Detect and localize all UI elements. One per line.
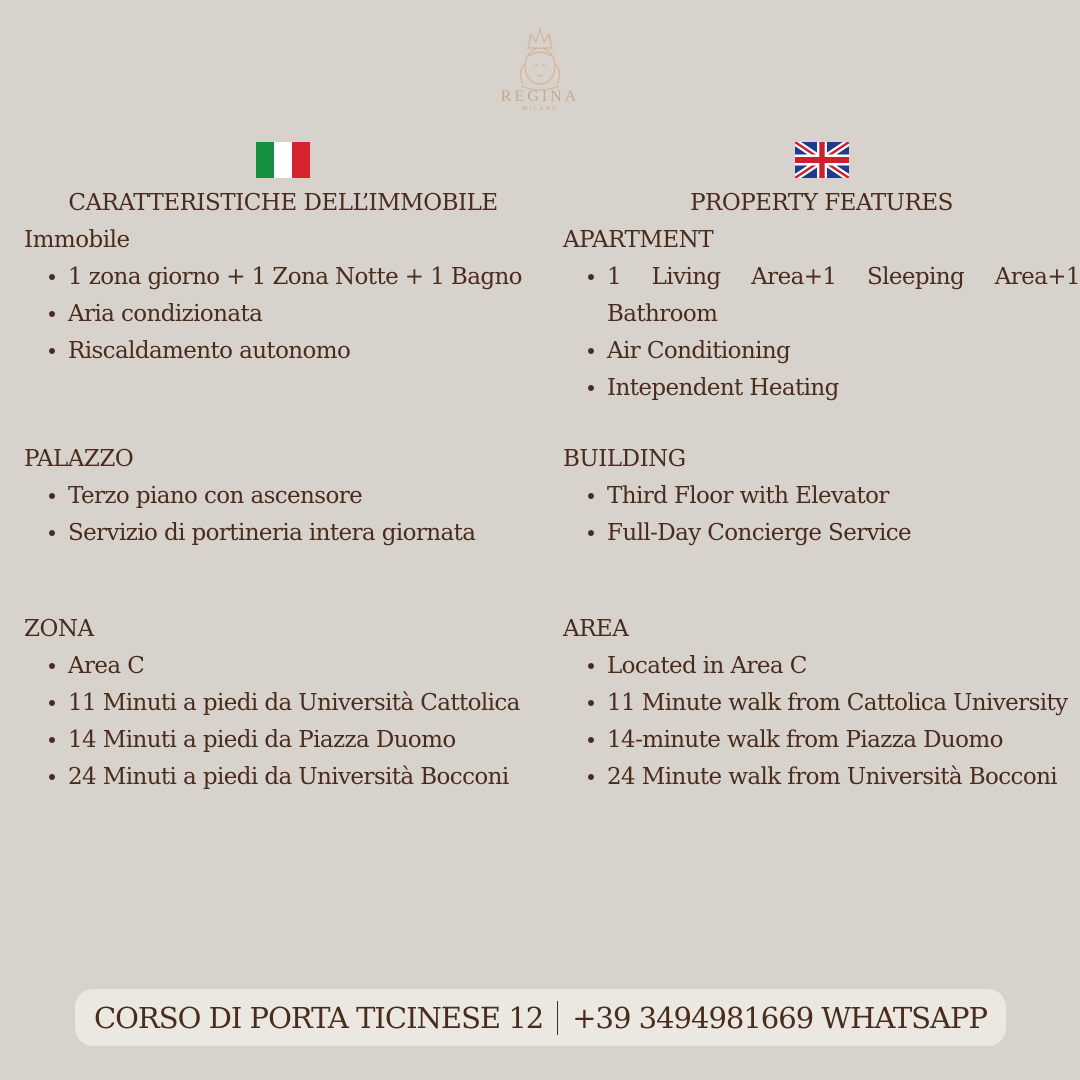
section-heading-area: AREA	[563, 616, 629, 642]
contact-footer	[75, 989, 1006, 1046]
list-zona	[24, 648, 542, 796]
list-item: 24 Minute walk from Università Bocconi	[607, 759, 1080, 796]
list-building	[563, 478, 1080, 552]
section-heading-building: BUILDING	[563, 446, 686, 472]
list-item: 14 Minuti a piedi da Piazza Duomo	[68, 722, 542, 759]
list-item: 1 zona giorno + 1 Zona Notte + 1 Bagno	[68, 259, 542, 296]
list-item: Located in Area C	[607, 648, 1080, 685]
address-text: CORSO DI PORTA TICINESE 12	[93, 1000, 544, 1035]
list-item: Full-Day Concierge Service	[607, 515, 1080, 552]
list-item: Air Conditioning	[607, 333, 1080, 370]
list-apartment	[563, 259, 1080, 407]
list-item: Servizio di portineria intera giornata	[68, 515, 542, 552]
italian-column	[24, 142, 542, 796]
section-heading-palazzo: PALAZZO	[24, 446, 134, 472]
english-column	[563, 142, 1080, 796]
list-item: 14-minute walk from Piazza Duomo	[607, 722, 1080, 759]
italian-title: CARATTERISTICHE DELL’IMMOBILE	[68, 190, 498, 216]
list-item: 24 Minuti a piedi da Università Bocconi	[68, 759, 542, 796]
list-item: Terzo piano con ascensore	[68, 478, 542, 515]
logo-subtitle: MILANO	[522, 106, 558, 112]
italy-flag-icon	[256, 142, 310, 178]
list-item: 1 Living Area+1 Sleeping Area+1 Bathroom	[607, 259, 1080, 333]
phone-text[interactable]: +39 3494981669 WHATSAPP	[572, 1000, 988, 1035]
list-area	[563, 648, 1080, 796]
logo-name: REGINA	[500, 88, 580, 105]
list-item: Aria condizionata	[68, 296, 542, 333]
list-item: 11 Minute walk from Cattolica University	[607, 685, 1080, 722]
list-item: Riscaldamento autonomo	[68, 333, 542, 370]
list-palazzo	[24, 478, 542, 552]
english-title: PROPERTY FEATURES	[690, 190, 953, 216]
divider	[557, 1001, 558, 1035]
section-heading-zona: ZONA	[24, 616, 94, 642]
section-heading-immobile: Immobile	[24, 227, 130, 253]
list-item: Area C	[68, 648, 542, 685]
regina-logo	[490, 26, 590, 112]
list-item: Intependent Heating	[607, 370, 1080, 407]
list-immobile	[24, 259, 542, 370]
section-heading-apartment: APARTMENT	[563, 227, 714, 253]
list-item: Third Floor with Elevator	[607, 478, 1080, 515]
uk-flag-icon	[795, 142, 849, 178]
list-item: 11 Minuti a piedi da Università Cattolica	[68, 685, 542, 722]
crown-woman-icon	[513, 26, 567, 92]
